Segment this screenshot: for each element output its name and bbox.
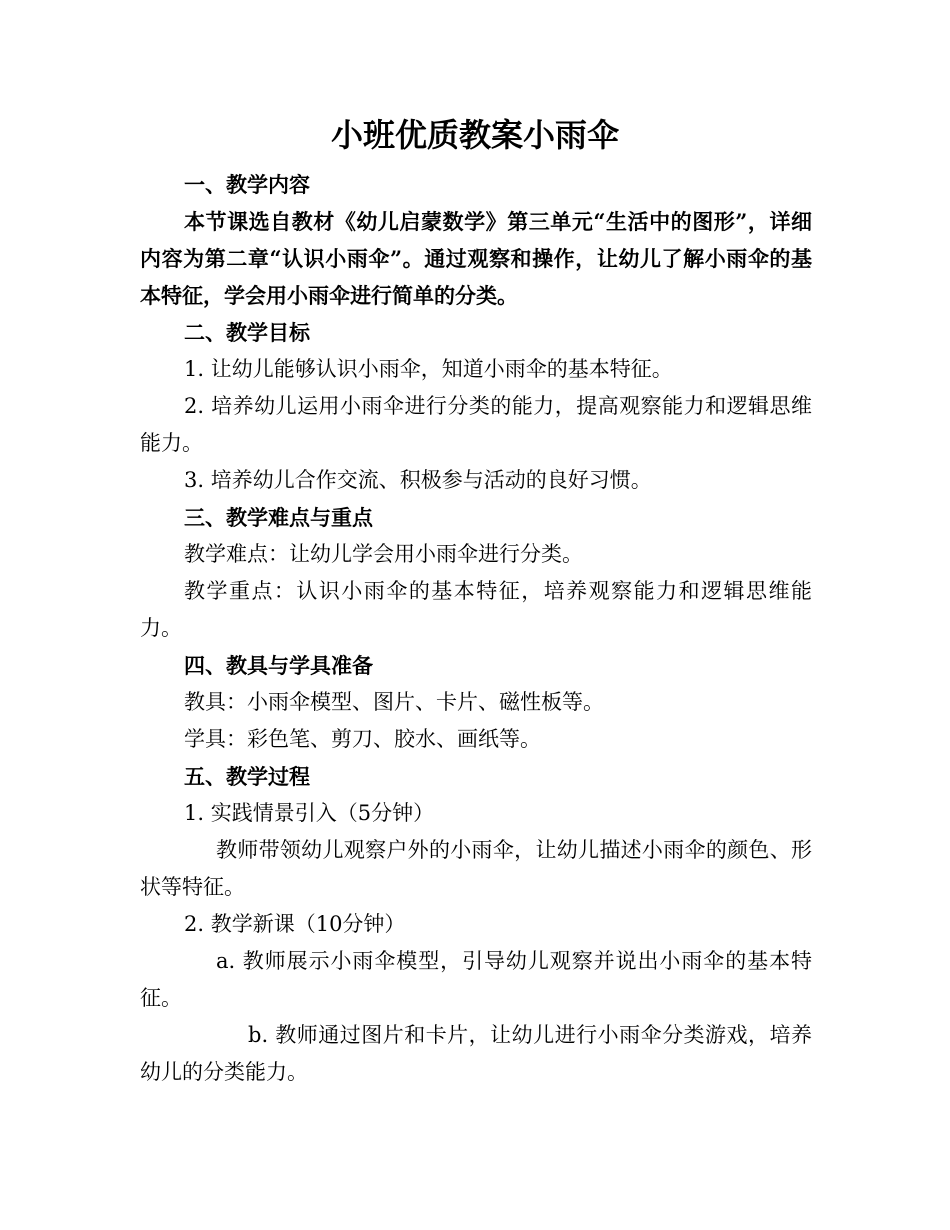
document-body [140, 166, 812, 1091]
list-item: 1. 实践情景引入（5分钟） [184, 801, 435, 825]
section-heading: 四、教具与学具准备 [184, 653, 373, 678]
paragraph: 学具：彩色笔、剪刀、胶水、画纸等。 [184, 727, 541, 751]
sub-list-item: a. 教师展示小雨伞模型，引导幼儿观察并说出小雨伞的基本特征。 [140, 949, 812, 1010]
section-heading: 二、教学目标 [184, 320, 310, 345]
paragraph: 教具：小雨伞模型、图片、卡片、磁性板等。 [184, 690, 604, 714]
paragraph: 教师带领幼儿观察户外的小雨伞，让幼儿描述小雨伞的颜色、形状等特征。 [140, 838, 812, 899]
list-item: 2. 培养幼儿运用小雨伞进行分类的能力，提高观察能力和逻辑思维能力。 [140, 394, 812, 455]
sub-list-item: b. 教师通过图片和卡片，让幼儿进行小雨伞分类游戏，培养幼儿的分类能力。 [140, 1023, 812, 1084]
paragraph: 教学重点：认识小雨伞的基本特征，培养观察能力和逻辑思维能力。 [140, 579, 812, 640]
paragraph: 本节课选自教材《幼儿启蒙数学》第三单元“生活中的图形”，详细内容为第二章“认识小雨伞”。通过观察和操作，让幼儿了解小雨伞的基本特征，学会用小雨伞进行简单的分类。 [140, 209, 812, 308]
paragraph: 教学难点：让幼儿学会用小雨伞进行分类。 [184, 542, 583, 566]
section-heading: 三、教学难点与重点 [184, 505, 373, 530]
document-title: 小班优质教案小雨伞 [330, 116, 619, 154]
section-heading: 一、教学内容 [184, 172, 310, 197]
list-item: 3. 培养幼儿合作交流、积极参与活动的良好习惯。 [184, 468, 652, 492]
section-heading: 五、教学过程 [184, 764, 310, 789]
list-item: 2. 教学新课（10分钟） [184, 912, 406, 936]
list-item: 1. 让幼儿能够认识小雨伞，知道小雨伞的基本特征。 [184, 357, 673, 381]
